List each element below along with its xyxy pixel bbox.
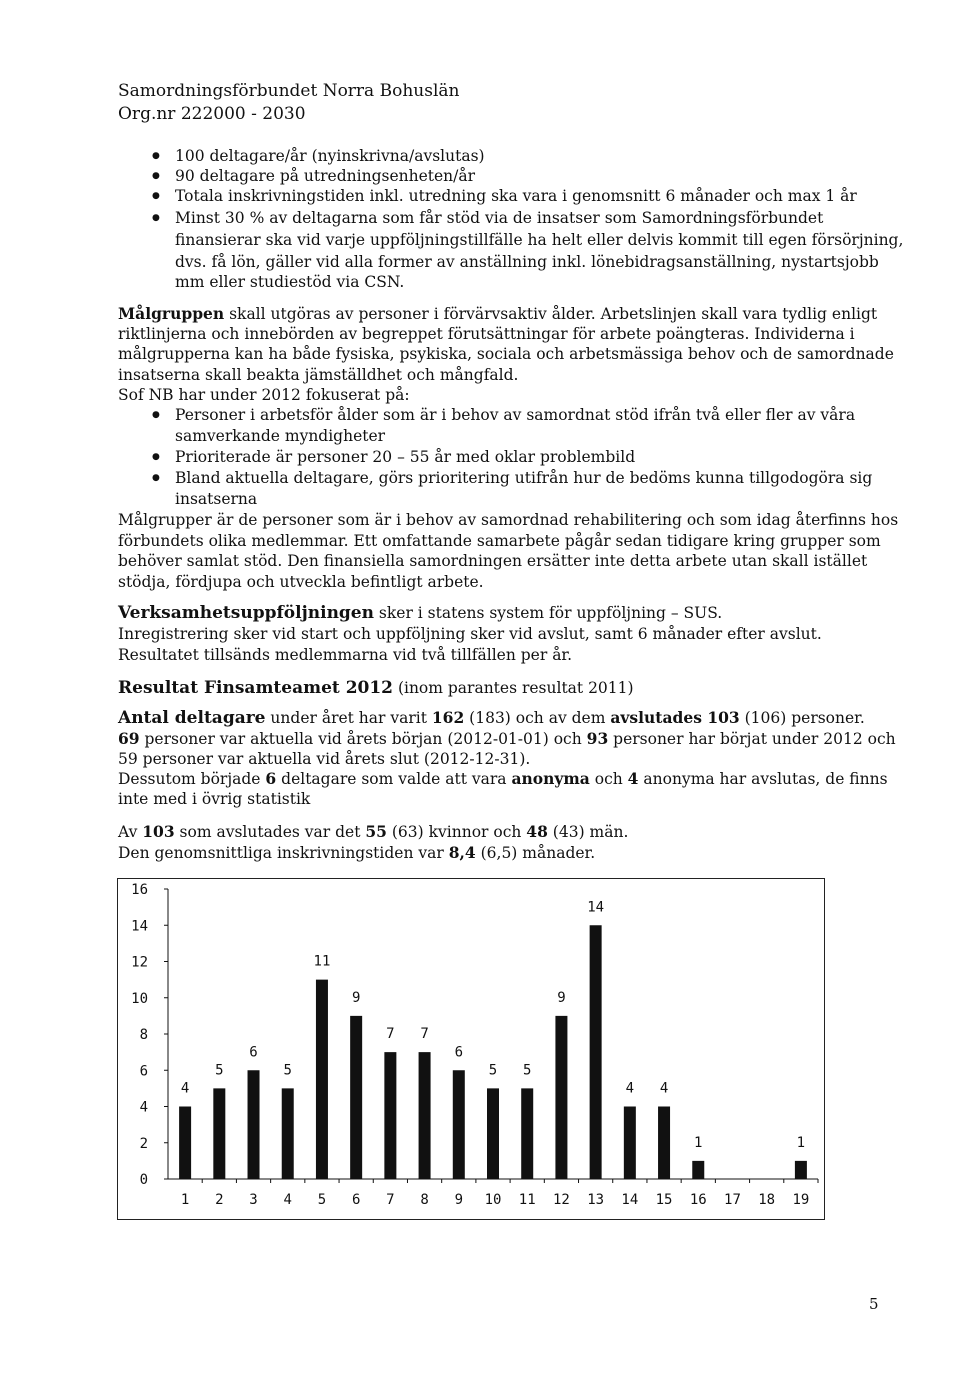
data-label: 4 [625, 1080, 635, 1097]
data-label: 11 [313, 953, 331, 970]
y-tick-label: 16 [131, 882, 148, 898]
x-tick-label: 8 [420, 1192, 429, 1208]
malgruppen-line: Målgruppen skall utgöras av personer i förvärvsaktiv ålder. Arbetslinjen skall vara tydlig enligt [118, 304, 878, 323]
x-tick-label: 6 [351, 1192, 361, 1208]
verksamhet-line: Resultatet tillsänds medlemmarna vid två tillfällen per år. [118, 646, 573, 664]
x-tick-label: 2 [215, 1192, 224, 1208]
paragraph-line: stödja, fördjupa och utveckla befintligt arbete. [118, 573, 484, 591]
x-tick-label: 10 [484, 1192, 502, 1208]
bar [658, 1107, 670, 1180]
list-item-cont: samverkande myndigheter [175, 427, 386, 445]
list-item: 90 deltagare på utredningsenheten/år [175, 167, 476, 185]
bullet-icon: ● [152, 191, 160, 201]
x-tick-label: 4 [283, 1192, 292, 1208]
data-label: 14 [587, 899, 605, 916]
x-tick-label: 7 [386, 1192, 395, 1208]
y-tick-label: 2 [139, 1135, 148, 1152]
bar [419, 1052, 431, 1179]
bar [692, 1161, 704, 1179]
data-label: 4 [659, 1080, 669, 1097]
y-tick-label: 10 [131, 990, 148, 1007]
malgruppen-line: målgrupperna kan ha både fysiska, psykiska, sociala och arbetsmässiga behov och de samordnade [118, 345, 894, 363]
y-tick-label: 8 [139, 1027, 148, 1043]
bullet-icon: ● [152, 473, 160, 483]
x-tick-label: 12 [552, 1192, 570, 1208]
bar [521, 1088, 533, 1179]
list-item: 100 deltagare/år (nyinskrivna/avslutas) [175, 147, 485, 165]
malgruppen-line: riktlinjerna och innebörden av begreppet förutsättningar för arbete poängteras. Individerna i [118, 325, 855, 343]
x-tick-label: 19 [792, 1192, 810, 1208]
bar [795, 1161, 807, 1179]
bar-chart-svg [118, 879, 824, 1219]
data-label: 9 [557, 989, 566, 1006]
resultat-line: inte med i övrig statistik [118, 790, 311, 808]
data-label: 6 [249, 1044, 258, 1061]
resultat-heading: Resultat Finsamteamet 2012 [118, 678, 394, 698]
bullet-icon: ● [152, 213, 160, 223]
resultat-line: Av 103 som avslutades var det 55 (63) kvinnor och 48 (43) män. [118, 822, 629, 841]
list-item-cont: insatserna [175, 490, 258, 508]
list-item-cont: dvs. få lön, gäller vid alla former av anställning inkl. lönebidragsanställning, nystartsjobb [175, 253, 879, 271]
malgruppen-line: insatserna skall beakta jämställdhet och mångfald. [118, 366, 519, 384]
data-label: 5 [283, 1062, 292, 1079]
data-label: 4 [180, 1080, 190, 1097]
bar [316, 980, 328, 1179]
list-item: Prioriterade är personer 20 – 55 år med oklar problembild [175, 448, 636, 466]
bar [624, 1107, 636, 1180]
resultat-line: Antal deltagare under året har varit 162 (183) och av dem avslutades 103 (106) personer. [118, 708, 865, 728]
data-label: 1 [796, 1134, 806, 1151]
bar [282, 1088, 294, 1179]
x-tick-label: 18 [758, 1192, 776, 1208]
data-label: 7 [386, 1026, 395, 1043]
malgruppen-line: Sof NB har under 2012 fokuserat på: [118, 386, 410, 404]
bar [213, 1088, 225, 1179]
resultat-line: 59 personer var aktuella vid årets slut (2012-12-31). [118, 750, 531, 768]
data-label: 6 [454, 1044, 464, 1061]
data-label: 5 [522, 1062, 532, 1079]
list-item-cont: mm eller studiestöd via CSN. [175, 273, 405, 291]
data-label: 9 [351, 989, 361, 1006]
x-tick-label: 3 [249, 1192, 258, 1208]
y-tick-label: 4 [139, 1099, 148, 1116]
x-tick-label: 16 [689, 1192, 707, 1208]
x-tick-label: 13 [587, 1192, 605, 1208]
bar [590, 925, 602, 1179]
x-tick-label: 1 [180, 1192, 190, 1208]
bar-chart [117, 878, 825, 1220]
list-item: Bland aktuella deltagare, görs prioritering utifrån hur de bedöms kunna tillgodogöra sig [175, 469, 873, 487]
org-number: Org.nr 222000 - 2030 [118, 104, 306, 124]
paragraph-line: behöver samlat stöd. Den finansiella samordningen ersätter inte detta arbete utan skall istället [118, 552, 868, 570]
page-number: 5 [869, 1295, 879, 1313]
x-tick-label: 14 [621, 1192, 639, 1208]
y-tick-label: 14 [131, 918, 148, 935]
org-name: Samordningsförbundet Norra Bohuslän [118, 81, 460, 101]
bar [453, 1070, 465, 1179]
verksamhet-line: Verksamhetsuppföljningen sker i statens system för uppföljning – SUS. [118, 603, 723, 623]
bar [350, 1016, 362, 1179]
resultat-heading-line: Resultat Finsamteamet 2012 (inom parantes resultat 2011) [118, 678, 634, 698]
y-tick-label: 6 [139, 1063, 148, 1080]
bullet-icon: ● [152, 151, 160, 161]
resultat-line: 69 personer var aktuella vid årets början (2012-01-01) och 93 personer har börjat under 2012 och [118, 729, 896, 748]
bar [248, 1070, 260, 1179]
x-tick-label: 5 [317, 1192, 327, 1208]
verksamhet-line: Inregistrering sker vid start och uppföljning sker vid avslut, samt 6 månader efter avslut. [118, 625, 822, 643]
paragraph-line: förbundets olika medlemmar. Ett omfattande samarbete pågår sedan tidigare kring grupper som [118, 532, 881, 550]
bar [555, 1016, 567, 1179]
x-tick-label: 9 [454, 1192, 464, 1208]
data-label: 1 [694, 1134, 703, 1151]
malgruppen-heading: Målgruppen [118, 304, 225, 323]
bullet-icon: ● [152, 452, 160, 462]
bar [179, 1107, 191, 1180]
bar [384, 1052, 396, 1179]
list-item-cont: finansierar ska vid varje uppföljningstillfälle ha helt eller delvis kommit till egen försörjning, [175, 231, 904, 249]
data-label: 5 [488, 1062, 498, 1079]
list-item: Totala inskrivningstiden inkl. utredning ska vara i genomsnitt 6 månader och max 1 år [175, 187, 857, 205]
list-item: Minst 30 % av deltagarna som får stöd via de insatser som Samordningsförbundet [175, 209, 824, 227]
bullet-icon: ● [152, 171, 160, 181]
y-tick-label: 0 [139, 1172, 148, 1188]
resultat-line: Den genomsnittliga inskrivningstiden var 8,4 (6,5) månader. [118, 843, 596, 862]
data-label: 7 [420, 1026, 429, 1043]
bar [487, 1088, 499, 1179]
paragraph-line: Målgrupper är de personer som är i behov av samordnad rehabilitering och som idag återfinns hos [118, 511, 899, 529]
x-tick-label: 11 [518, 1192, 536, 1208]
list-item: Personer i arbetsför ålder som är i behov av samordnat stöd ifrån två eller fler av våra [175, 406, 856, 424]
data-label: 5 [215, 1062, 224, 1079]
y-tick-label: 12 [131, 954, 148, 971]
x-tick-label: 17 [724, 1192, 741, 1208]
resultat-line: Dessutom började 6 deltagare som valde att vara anonyma och 4 anonyma har avslutas, de finns [118, 769, 888, 788]
bullet-icon: ● [152, 410, 160, 420]
verksamhet-heading: Verksamhetsuppföljningen [118, 603, 374, 623]
x-tick-label: 15 [655, 1192, 673, 1208]
